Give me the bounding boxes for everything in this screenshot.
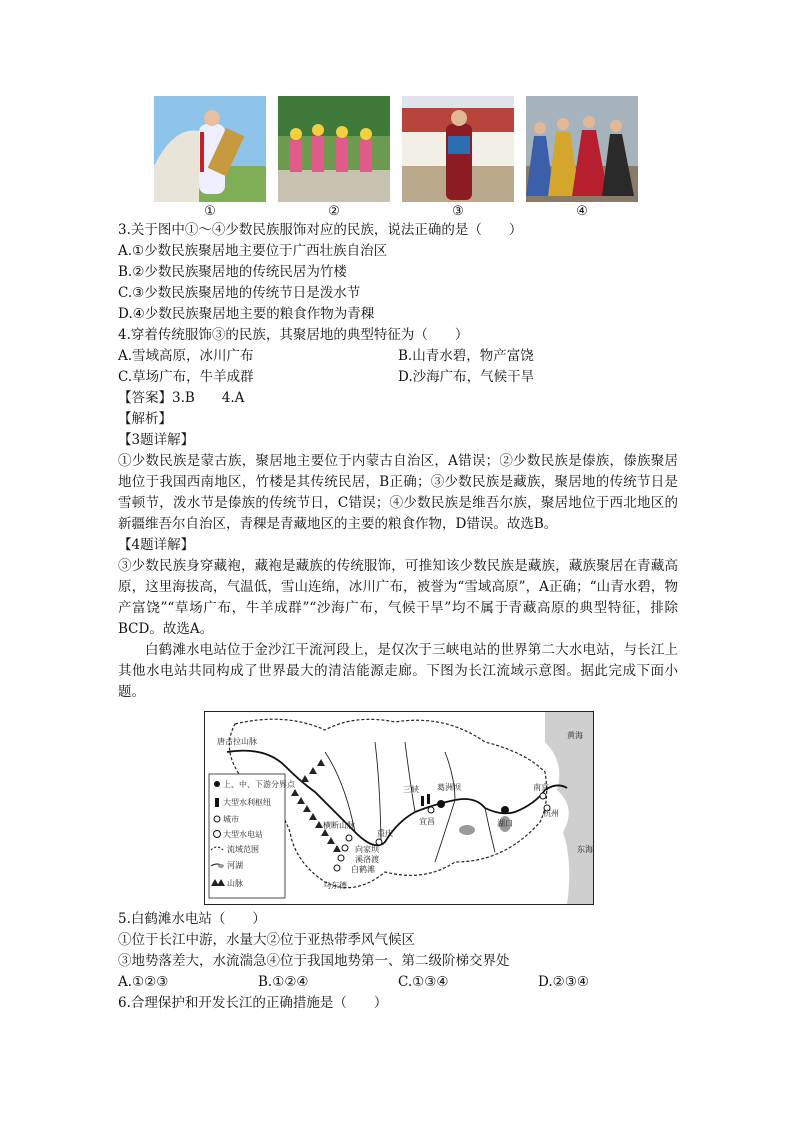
photo-row	[154, 96, 638, 220]
sea-area	[545, 712, 593, 904]
q4-option-c: C.草场广布，牛羊成群	[118, 369, 254, 385]
label-sanxia: 三峡	[403, 785, 419, 794]
tibetan-costume-photo	[402, 96, 514, 202]
legend-hydraulic-project: 大型水利枢纽	[223, 798, 271, 807]
label-nanjing: 南京	[533, 783, 549, 792]
q4-stem: 4.穿着传统服饰③的民族，其聚居地的典型特征为（ ）	[118, 327, 469, 343]
q6-stem: 6.合理保护和开发长江的正确措施是（ ）	[118, 995, 388, 1011]
q3-option-d: D.④少数民族聚居地主要的粮食作物为青稞	[118, 306, 375, 322]
q5-option-d: D.②③④	[538, 974, 589, 990]
city-markers	[376, 793, 550, 845]
q3-option-b: B.②少数民族聚居地的传统民居为竹楼	[118, 264, 347, 280]
label-wudongde: 乌东德	[323, 881, 347, 890]
q5-option-a: A.①②③	[118, 974, 169, 990]
legend-basin: 流域范围	[227, 845, 259, 854]
label-hengduan: 横断山脉	[323, 821, 355, 830]
label-xiluodu: 溪洛渡	[355, 855, 379, 864]
q5-option-b: B.①②④	[258, 974, 309, 990]
photo-cell-4	[526, 96, 638, 220]
q3-stem: 3.关于图中①～④少数民族服饰对应的民族，说法正确的是（ ）	[118, 222, 523, 238]
photo-caption-2: ②	[328, 204, 340, 219]
q5-stem: 5.白鹤滩水电站（ ）	[118, 911, 266, 927]
q3-option-c: C.③少数民族聚居地的传统节日是泼水节	[118, 285, 361, 301]
analysis-label: 【解析】	[118, 411, 172, 427]
q4-options-row-1	[118, 346, 678, 367]
label-chongqing: 重庆	[377, 829, 393, 838]
q4-option-b: B.山青水碧，物产富饶	[398, 348, 534, 364]
q5-statement-line-2: ③地势落差大，水流湍急④位于我国地势第一、第二级阶梯交界处	[118, 953, 510, 969]
map-legend	[209, 774, 296, 898]
q3-detail-label: 【3题详解】	[118, 432, 195, 448]
label-gezhouba: 葛洲坝	[437, 783, 461, 792]
q4-detail-label: 【4题详解】	[118, 537, 195, 553]
label-tanggula: 唐古拉山脉	[217, 737, 257, 746]
hydropower-stations	[334, 835, 352, 871]
photo-caption-1: ①	[204, 204, 216, 219]
legend-rivers-lakes: 河湖	[227, 861, 243, 870]
material-intro: 白鹤滩水电站位于金沙江干流河段上，是仅次于三峡电站的世界第二大水电站，与长江上其他水电站共同构成了世界最大的清洁能源走廊。下图为长江流域示意图。据此完成下面小题。	[118, 642, 678, 700]
label-huanghai: 黄海	[567, 731, 583, 740]
q4-options-row-2	[118, 367, 678, 388]
tributaries	[325, 742, 495, 862]
label-baihetan: 白鹤滩	[351, 865, 375, 874]
q4-option-a: A.雪域高原，冰川广布	[118, 348, 254, 364]
lake-dongting	[459, 825, 475, 835]
label-hukou: 湖口	[497, 819, 513, 828]
photo-cell-2	[278, 96, 390, 220]
photo-caption-4: ④	[576, 204, 588, 219]
label-hangzhou: 杭州	[543, 809, 559, 818]
dam-markers	[421, 794, 430, 806]
mongolian-costume-photo	[154, 96, 266, 202]
label-xiangjiaba: 向家坝	[355, 845, 379, 854]
legend-hydropower: 大型水电站	[223, 830, 263, 839]
legend-division-point: 上、中、下游分界点	[223, 780, 295, 789]
legend-city: 城市	[223, 815, 239, 824]
q4-option-d: D.沙海广布，气候干旱	[398, 369, 535, 385]
q5-options	[118, 972, 678, 993]
uyghur-costume-photo	[526, 96, 638, 202]
answer-line: 【答案】3.B 4.A	[118, 390, 245, 406]
document-page	[118, 96, 678, 1014]
photo-cell-3	[402, 96, 514, 220]
q5-statement-line-1: ①位于长江中游，水量大②位于亚热带季风气候区	[118, 932, 415, 948]
dai-costume-photo	[278, 96, 390, 202]
legend-mountains: 山脉	[227, 879, 243, 888]
q3-detail-text: ①少数民族是蒙古族，聚居地主要位于内蒙古自治区，A错误；②少数民族是傣族，傣族聚居地位于我国西南地区，竹楼是其传统民居，B正确；③少数民族是藏族，聚居地的传统节日是雪顿节，泼水节是傣族的传统节日，C错误；④少数民族是维吾尔族，聚居地位于西北地区的新疆维吾尔自治区，青稞是青藏地区的主要的粮食作物，D错误。故选B。	[118, 453, 678, 532]
photo-cell-1	[154, 96, 266, 220]
label-donghai: 东海	[577, 845, 593, 854]
q5-option-c: C.①③④	[398, 974, 449, 990]
mountain-symbols	[291, 759, 341, 852]
yangtze-basin-map	[204, 711, 594, 905]
label-yichang: 宜昌	[419, 817, 435, 826]
map-svg	[205, 712, 593, 904]
photo-caption-3: ③	[452, 204, 464, 219]
q3-option-a: A.①少数民族聚居地主要位于广西壮族自治区	[118, 243, 388, 259]
q4-detail-text: ③少数民族身穿藏袍，藏袍是藏族的传统服饰，可推知该少数民族是藏族，藏族聚居在青藏高原，这里海拔高，气温低，雪山连绵，冰川广布，被誉为“雪域高原”，A正确；“山青水碧，物产富饶”“草场广布，牛羊成群”“沙海广布，气候干旱”均不属于青藏高原的典型特征，排除BCD。故选A。	[118, 558, 678, 637]
